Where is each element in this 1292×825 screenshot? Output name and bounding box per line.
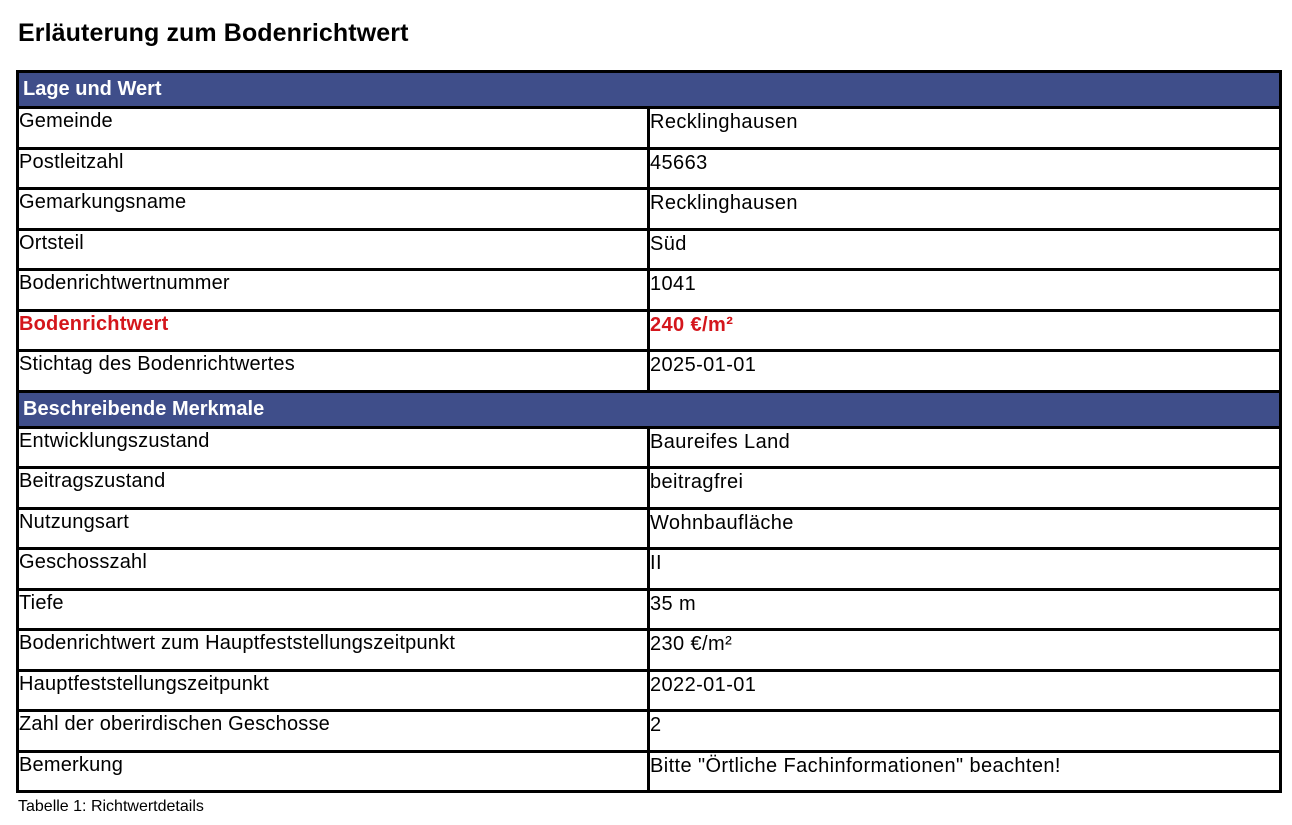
- table-row-highlight: [18, 310, 1281, 351]
- row-value: 2: [649, 711, 1281, 752]
- section-header-lage: [18, 72, 1281, 108]
- row-label: Ortsteil: [18, 229, 649, 270]
- table-row: [18, 589, 1281, 630]
- row-label: Gemeinde: [18, 108, 649, 149]
- details-table: [16, 70, 1282, 793]
- table-row: [18, 427, 1281, 468]
- table-row: [18, 711, 1281, 752]
- row-value: Recklinghausen: [649, 108, 1281, 149]
- row-label: Beitragszustand: [18, 468, 649, 509]
- row-label: Gemarkungsname: [18, 189, 649, 230]
- row-value: 2022-01-01: [649, 670, 1281, 711]
- row-label: Stichtag des Bodenrichtwertes: [18, 351, 649, 392]
- section-header-merkmale: [18, 391, 1281, 427]
- row-label: Bemerkung: [18, 751, 649, 792]
- row-value: beitragfrei: [649, 468, 1281, 509]
- row-label: Zahl der oberirdischen Geschosse: [18, 711, 649, 752]
- row-label: Entwicklungszustand: [18, 427, 649, 468]
- section-heading: Lage und Wert: [18, 72, 1281, 108]
- row-value: 230 €/m²: [649, 630, 1281, 671]
- table-row: [18, 229, 1281, 270]
- row-value: 240 €/m²: [649, 310, 1281, 351]
- table-caption: Tabelle 1: Richtwertdetails: [18, 798, 204, 815]
- table-row: [18, 508, 1281, 549]
- table-row: [18, 630, 1281, 671]
- row-value: 1041: [649, 270, 1281, 311]
- table-row: [18, 468, 1281, 509]
- row-value: II: [649, 549, 1281, 590]
- section-heading: Beschreibende Merkmale: [18, 391, 1281, 427]
- table-row: [18, 751, 1281, 792]
- table-row: [18, 549, 1281, 590]
- table-row: [18, 351, 1281, 392]
- details-table-container: [16, 70, 1279, 793]
- page-title: Erläuterung zum Bodenrichtwert: [18, 19, 409, 47]
- row-label: Bodenrichtwert: [18, 310, 649, 351]
- row-label: Bodenrichtwertnummer: [18, 270, 649, 311]
- row-value: Süd: [649, 229, 1281, 270]
- row-label: Nutzungsart: [18, 508, 649, 549]
- row-value: Baureifes Land: [649, 427, 1281, 468]
- table-row: [18, 189, 1281, 230]
- row-value: Recklinghausen: [649, 189, 1281, 230]
- row-label: Postleitzahl: [18, 148, 649, 189]
- row-label: Hauptfeststellungszeitpunkt: [18, 670, 649, 711]
- row-value: 35 m: [649, 589, 1281, 630]
- row-value: 45663: [649, 148, 1281, 189]
- row-value: 2025-01-01: [649, 351, 1281, 392]
- table-row: [18, 148, 1281, 189]
- row-label: Bodenrichtwert zum Hauptfeststellungszeitpunkt: [18, 630, 649, 671]
- row-label: Tiefe: [18, 589, 649, 630]
- table-row: [18, 108, 1281, 149]
- table-row: [18, 670, 1281, 711]
- table-row: [18, 270, 1281, 311]
- row-value: Wohnbaufläche: [649, 508, 1281, 549]
- row-value: Bitte "Örtliche Fachinformationen" beachten!: [649, 751, 1281, 792]
- row-label: Geschosszahl: [18, 549, 649, 590]
